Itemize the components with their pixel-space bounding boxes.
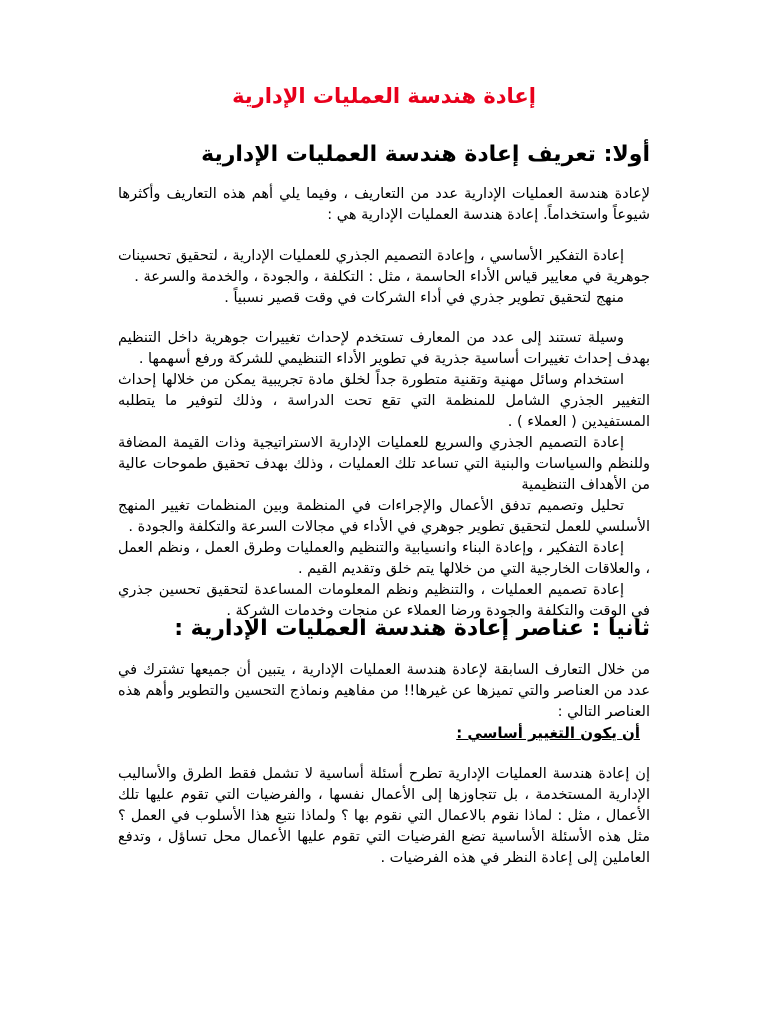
document-title: إعادة هندسة العمليات الإدارية — [232, 84, 536, 108]
definition-8: إعادة تصميم العمليات ، والتنظيم ونظم المعلومات المساعدة لتحقيق تحسين جذري في الوقت والتكلفة والجودة ورضا العملاء عن منجات وخدمات الشركة . — [118, 582, 650, 619]
section2-heading: ثانيا : عناصر إعادة هندسة العمليات الإدارية : — [174, 616, 650, 641]
definition-2: منهج لتحقيق تطوير جذري في أداء الشركات في وقت قصير نسبياً . — [224, 290, 624, 306]
section2-subheading: أن يكون التغيير أساسي : — [456, 724, 640, 742]
definition-7: إعادة التفكير ، وإعادة البناء وانسيابية والتنظيم والعمليات وطرق العمل ، ونظم العمل ، والعلاقات الخارجية التي من خلالها يتم خلق وتقديم القيم . — [118, 540, 650, 577]
section1-intro-block — [118, 184, 650, 226]
section2-paragraph: إن إعادة هندسة العمليات الإدارية تطرح أسئلة أساسية لا تشمل فقط الطرق والأساليب الإدارية المستخدمة ، بل تتجاوزها إلى الأعمال نفسها ، والفرضيات التي تقوم عليها تلك الأعمال ، مثل : لماذا نقوم بالاعمال التي نقوم بها ؟ ولماذا نتبع هذا الأسلوب في العمل ؟ مثل هذه الأسئلة الأساسية تضع الفرضيات التي تقوم عليها الأعمال محل تساؤل ، وتدفع العاملين إلى إعادة النظر في هذه الفرضيات . — [118, 766, 650, 866]
section2-intro-block — [118, 660, 650, 723]
definition-1: إعادة التفكير الأساسي ، وإعادة التصميم الجذري للعمليات الإدارية ، لتحقيق تحسينات جوهرية في معايير قياس الأداء الحاسمة ، مثل : التكلفة ، والجودة ، والخدمة والسرعة . — [118, 248, 650, 285]
definition-4: استخدام وسائل مهنية وتقنية متطورة جداً لخلق مادة تجريبية يمكن من خلالها إحداث التغيير الجذري الشامل للمنظمة التي تقع تحت الدراسة ، وذلك لتوفير ما يتطلبه المستفيدين ( العملاء ) . — [118, 372, 650, 430]
section1-defs-a — [118, 246, 650, 309]
definition-5: إعادة التصميم الجذري والسريع للعمليات الإدارية الاستراتيجية وذات القيمة المضافة وللنظم والسياسات والبنية التي تساعد تلك العمليات ، وذلك بهدف تحقيق طموحات عالية من الأهداف التنظيمية — [118, 435, 650, 493]
section1-heading: أولا: تعريف إعادة هندسة العمليات الإدارية — [201, 142, 650, 167]
section2-para-block — [118, 764, 650, 869]
section2-intro: من خلال التعارف السابقة لإعادة هندسة العمليات الإدارية ، يتبين أن جميعها تشترك في عدد من العناصر والتي تميزها عن غيرها!! من مفاهيم ونماذج التحسين والتطوير وأهم هذه العناصر التالي : — [118, 662, 650, 720]
definition-6: تحليل وتصميم تدفق الأعمال والإجراءات في المنظمة وبين المنظمات تغيير المنهج الأسلسي للعمل لتحقيق تطوير جوهري في الأداء في مجالات السرعة والتكلفة والجودة . — [118, 498, 650, 535]
section1-intro: لإعادة هندسة العمليات الإدارية عدد من التعاريف ، وفيما يلي أهم هذه التعاريف وأكثرها شيوعاً واستخداماً. إعادة هندسة العمليات الإدارية هي : — [118, 186, 650, 223]
section1-defs-b — [118, 328, 650, 622]
definition-3: وسيلة تستند إلى عدد من المعارف تستخدم لإحداث تغييرات جوهرية داخل التنظيم بهدف إحداث تغييرات أساسية جذرية في تطوير الأداء التنظيمي للشركة ورفع أسهمها . — [118, 330, 650, 367]
